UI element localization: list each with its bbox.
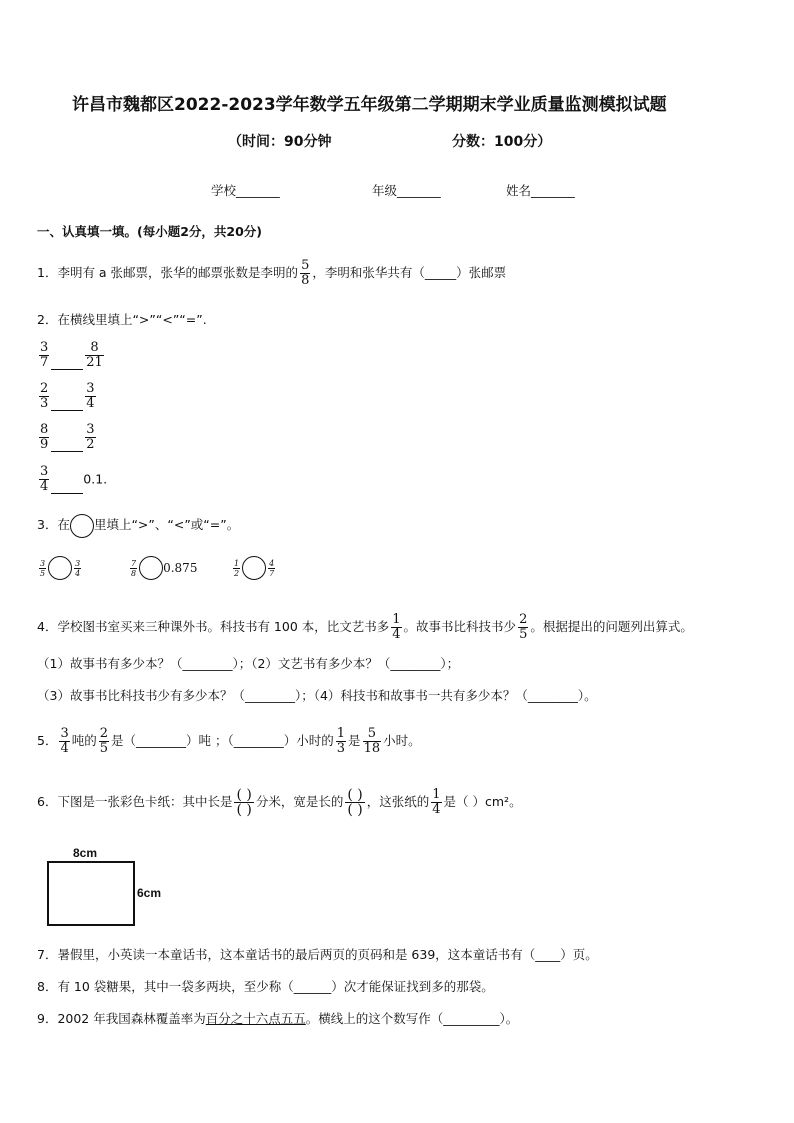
q6-fraction — [431, 788, 441, 817]
q2-row2-blank[interactable] — [51, 398, 83, 411]
q5-fraction-2 — [99, 727, 109, 756]
q4-text-c: 。根据提出的问题列出算式。 — [530, 619, 693, 634]
q3-i3-b-den: 7 — [269, 568, 275, 578]
q2-r1-b-num: 8 — [90, 340, 99, 355]
q4-text-a: 4．学校图书室买来三种课外书。科技书有 100 本，比文艺书多 — [37, 619, 390, 634]
q2-r2-a-den: 3 — [40, 396, 49, 411]
q3-i1-b-den: 4 — [75, 568, 81, 578]
q5-text-1: 吨的 — [71, 733, 97, 748]
q1-den: 8 — [301, 273, 310, 288]
q5-f1-den: 4 — [60, 741, 69, 756]
q5-text-2: 是（________）吨 ；（________）小时的 — [111, 733, 334, 748]
q2-row4-left — [39, 465, 49, 494]
exam-score: 分数：100分） — [452, 134, 552, 150]
question-5 — [37, 722, 421, 760]
q3-i2-a-den: 8 — [131, 568, 137, 578]
q2-row1-blank[interactable] — [51, 357, 83, 370]
q6-rectangle-figure — [47, 861, 135, 926]
q4-f1-num: 1 — [392, 612, 401, 627]
q5-text-3: 是 — [348, 733, 361, 748]
q3-i1-right — [74, 559, 81, 578]
section-heading: 一、认真填一填。(每小题2分，共20分) — [37, 224, 263, 239]
q2-row2-right — [85, 382, 95, 411]
question-7: 7．暑假里，小英读一本童话书，这本童话书的最后两页的页码和是 639，这本童话书有（____）页。 — [37, 947, 598, 962]
q9-text-2: 。横线上的这个数写作（_________）。 — [305, 1011, 519, 1026]
exam-time: （时间：90分钟 — [228, 134, 332, 150]
q2-r2-b-den: 4 — [86, 396, 95, 411]
q2-r1-a-den: 7 — [40, 355, 49, 370]
q6-figure-length-label: 8cm — [73, 846, 98, 860]
q2-r2-b-num: 3 — [86, 381, 95, 396]
grade-field: 年级_______ — [372, 183, 441, 198]
q2-row-1 — [37, 341, 106, 370]
q2-r3-b-den: 2 — [86, 437, 95, 452]
q5-f1-num: 3 — [60, 726, 69, 741]
question-4-line-3: （3）故事书比科技书少有多少本？（________）；（4）科技书和故事书一共有多少本？（________）。 — [37, 688, 597, 703]
q6-figure-width-label: 6cm — [137, 886, 162, 900]
q2-row-3 — [37, 423, 98, 452]
q9-underlined-text: 百分之十六点五五 — [205, 1011, 306, 1026]
q4-text-b: 。故事书比科技书少 — [403, 619, 517, 634]
q3-i1-left — [39, 559, 46, 578]
q2-row3-right — [85, 423, 95, 452]
question-4-line-1 — [37, 610, 693, 644]
q2-row-4 — [37, 465, 107, 494]
q3-i2-a-num: 7 — [131, 558, 137, 568]
q4-f2-num: 2 — [519, 612, 528, 627]
q6-blank-fraction-2[interactable] — [345, 788, 364, 817]
q3-item-2 — [128, 556, 197, 580]
school-field: 学校_______ — [211, 183, 280, 198]
q5-fraction-1 — [59, 727, 69, 756]
q2-row3-blank[interactable] — [51, 439, 83, 452]
q2-row-2 — [37, 382, 98, 411]
q3-i2-right: 0.875 — [163, 561, 198, 575]
q6-text-1: 6．下图是一张彩色卡纸：其中长是 — [37, 794, 233, 809]
q2-row2-left — [39, 382, 49, 411]
question-1 — [37, 258, 506, 288]
q3-prompt-b: 里填上“>”、“<”或“=”。 — [93, 517, 240, 532]
q3-i3-left — [233, 559, 240, 578]
q2-row3-left — [39, 423, 49, 452]
q2-row4-blank[interactable] — [51, 481, 83, 494]
q1-prefix: 1．李明有 a 张邮票，张华的邮票张数是李明的 — [37, 265, 299, 280]
q6-b1-den: ( ) — [236, 802, 252, 818]
q2-r4-a-num: 3 — [40, 464, 49, 479]
q9-text-1: 9．2002 年我国森林覆盖率为 — [37, 1011, 206, 1026]
q5-f3-num: 1 — [336, 726, 346, 741]
q5-f3-den: 3 — [336, 741, 346, 756]
q5-text-4: 小时。 — [383, 733, 421, 748]
q5-f2-num: 2 — [99, 726, 109, 741]
q2-row4-right: 0.1. — [83, 471, 108, 487]
q3-i2-left — [130, 559, 137, 578]
q5-fraction-3 — [336, 727, 346, 756]
q2-r3-a-num: 8 — [40, 422, 49, 437]
q4-fraction-1 — [391, 613, 401, 642]
q2-r3-a-den: 9 — [40, 437, 49, 452]
q3-i1-a-num: 3 — [40, 558, 46, 568]
q5-prefix: 5． — [37, 733, 58, 748]
q3-i2-circle[interactable] — [139, 556, 163, 580]
q6-blank-fraction-1[interactable] — [234, 788, 253, 817]
page-title: 许昌市魏都区2022-2023学年数学五年级第二学期期末学业质量监测模拟试题 — [72, 95, 667, 115]
q4-f2-den: 5 — [519, 627, 528, 642]
q4-f1-den: 4 — [392, 627, 401, 642]
q5-f4-den: 18 — [363, 741, 381, 756]
q2-r4-a-den: 4 — [40, 479, 49, 494]
question-4-line-2: （1）故事书有多少本？（________）；（2）文艺书有多少本？（________）； — [37, 656, 460, 671]
q6-b2-den: ( ) — [347, 802, 363, 818]
q1-num: 5 — [301, 258, 310, 273]
q2-row1-left — [39, 341, 49, 370]
question-6 — [37, 780, 522, 824]
q2-r3-b-num: 3 — [86, 422, 95, 437]
q3-item-3 — [231, 556, 277, 580]
q3-i3-a-num: 1 — [234, 558, 240, 568]
question-3-prompt — [37, 512, 239, 538]
q3-i1-b-num: 3 — [75, 558, 81, 568]
q3-i3-b-num: 4 — [269, 558, 275, 568]
q5-fraction-4 — [363, 727, 382, 756]
q3-i1-circle[interactable] — [48, 556, 72, 580]
q2-r1-b-den: 21 — [86, 355, 103, 370]
q3-i3-right — [268, 559, 275, 578]
q2-r1-a-num: 3 — [40, 340, 49, 355]
q2-r2-a-num: 2 — [40, 381, 49, 396]
question-9 — [37, 1011, 518, 1027]
q1-suffix: ，李明和张华共有（_____）张邮票 — [312, 265, 507, 280]
q3-i3-a-den: 2 — [234, 568, 240, 578]
circle-icon — [70, 514, 94, 538]
q6-b1-num: ( ) — [236, 787, 252, 803]
question-2-prompt: 2．在横线里填上“>”“<”“=”. — [37, 312, 207, 327]
q3-i1-a-den: 5 — [40, 568, 46, 578]
q3-item-1 — [37, 556, 83, 580]
q2-row1-right — [85, 341, 104, 370]
question-8: 8．有 10 袋糖果，其中一袋多两块，至少称（______）次才能保证找到多的那袋。 — [37, 979, 494, 994]
q5-f4-num: 5 — [367, 726, 376, 741]
name-field: 姓名_______ — [506, 183, 575, 198]
q6-text-4: 是（ ）cm²。 — [443, 794, 522, 809]
q1-fraction — [300, 259, 310, 288]
q6-f-num: 1 — [432, 787, 441, 802]
q4-fraction-2 — [518, 613, 528, 642]
q6-b2-num: ( ) — [347, 787, 363, 803]
q6-text-2: 分米，宽是长的 — [255, 794, 344, 809]
q5-f2-den: 5 — [99, 741, 109, 756]
q6-f-den: 4 — [432, 802, 441, 817]
q6-text-3: ，这张纸的 — [366, 794, 430, 809]
q3-prompt-a: 3．在 — [37, 517, 70, 532]
q3-i3-circle[interactable] — [242, 556, 266, 580]
